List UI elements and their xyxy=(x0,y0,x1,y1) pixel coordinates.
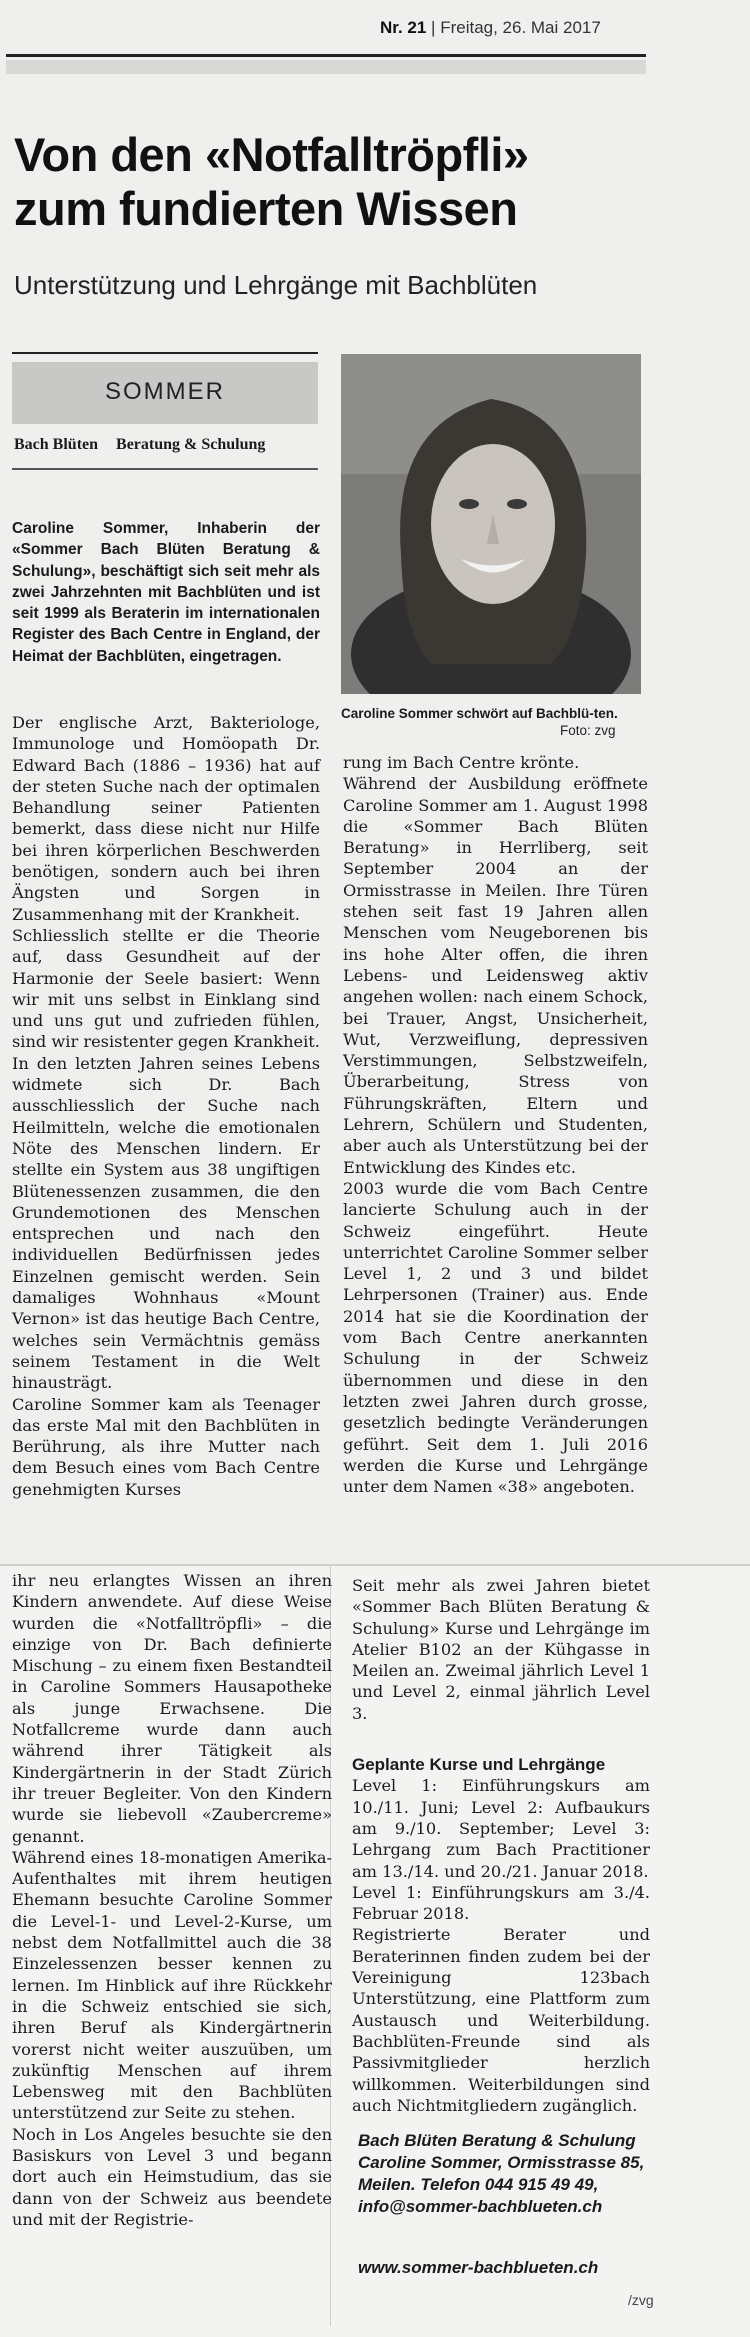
paragraph: Seit mehr als zwei Jahren bietet «Sommer Bach Blüten Beratung & Schulung» Kurse und Lehrgänge im Atelier B102 an der Kühgasse in Meilen an. Zweimal jährlich Level 1 und Level 2, einmal jährlich Level 3. xyxy=(352,1576,650,1723)
photo-credit: Foto: zvg xyxy=(560,723,616,738)
header-rule xyxy=(6,54,646,57)
paragraph: Schliesslich stellte er die Theorie auf, dass Gesundheit auf der Harmonie der Seele basiert: Wenn wir mit uns selbst in Einklang sind und uns gut und zufrieden fühlen, sind wir resistenter gegen Krankheit. xyxy=(12,925,320,1052)
website-link: www.sommer-bachblueten.ch xyxy=(358,2258,599,2277)
paragraph: rung im Bach Centre krönte. xyxy=(343,753,580,772)
sommer-logo: SOMMER xyxy=(105,378,225,405)
title-line-1: Von den «Notfalltröpfli» xyxy=(14,128,529,181)
header-separator: | xyxy=(431,18,441,37)
issue-date: Freitag, 26. Mai 2017 xyxy=(440,18,601,37)
issue-header xyxy=(380,18,710,38)
spacer xyxy=(352,1724,650,1754)
paragraph: In den letzten Jahren seines Lebens widmete sich Dr. Bach ausschliesslich der Suche nach Heilmitteln, welche die emotionalen Nöte des Menschen lindern. Er stellte ein System aus 38 ungiftigen Blütenessenzen zusammen, die den Grundemotionen des Menschen entsprechen und nach den individuellen Bedürfnissen jedes Einzelnen gemischt werden. Sein damaliges Wohnhaus «Mount Vernon» ist das heutige Bach Centre, welches sein Vermächtnis gemäss seinem Testament in die Welt hinausträgt. xyxy=(12,1053,320,1393)
column-2 xyxy=(343,752,648,1497)
paragraph: Während eines 18-monatigen Amerika-Aufenthaltes mit ihrem heutigen Ehemann besuchte Caroline Sommer die Level-1- und Level-2-Kurse, um nebst dem Notfallmittel auch die 38 Einzelessenzen besser kennen zu lernen. Im Hinblick auf ihre Rückkehr in die Schweiz entschied sie sich, ihren Beruf als Kindergärtnerin vorerst nicht weiter auszuüben, um zukünftig Menschen auf ihrem Lebensweg mit den Bachblüten unterstützend zur Seite zu stehen. xyxy=(12,1847,332,2123)
article-lead: Caroline Sommer, Inhaberin der «Sommer Bach Blüten Beratung & Schulung», beschäftigt sich seit mehr als zwei Jahrzehnten mit Bachblüten und ist seit 1999 als Beraterin im internationalen Register des Bach Centre in England, der Heimat der Bachblüten, eingetragen. xyxy=(12,520,320,665)
paragraph: ihr neu erlangtes Wissen an ihren Kindern anwendete. Auf diese Weise wurden die «Notfalltröpfli» – die einzige von Dr. Bach definierte Mischung – zu einem fixen Bestandteil in Caroline Sommers Hausapotheke als junge Erwachsene. Die Notfallcreme wurde dann auch während ihrer Tätigkeit als Kindergärtnerin in der Stadt Zürich ihr treuer Begleiter. Von den Kindern wurde sie liebevoll «Zaubercreme» genannt. xyxy=(12,1571,332,1846)
section-edge xyxy=(0,1564,750,1566)
article-title xyxy=(14,128,654,236)
paragraph: Während der Ausbildung eröffnete Caroline Sommer am 1. August 1998 die «Sommer Bach Blüten Beratung» in Herrliberg, seit September 2004 an der Ormisstrasse in Meilen. Ihre Türen stehen seit fast 19 Jahren allen Menschen vom Neugeborenen bis ins hohe Alter offen, die ihren Lebens- und Leidensweg aktiv angehen wollen: nach einem Schock, bei Trauer, Angst, Unsicherheit, Wut, Verzweiflung, depressiven Verstimmungen, Selbstzweifeln, Überarbeitung, Stress von Führungskräften, Eltern und Lehrern, Schülern und Studenten, aber auch als Unterstützung bei der Entwicklung des Kindes etc. xyxy=(343,774,648,1177)
logo-top-rule xyxy=(12,352,318,354)
contact-block xyxy=(358,2130,658,2218)
column-1 xyxy=(12,712,320,1500)
header-band xyxy=(6,60,646,74)
photo-caption: Caroline Sommer schwört auf Bachblü-ten. xyxy=(341,706,618,721)
article-subtitle: Unterstützung und Lehrgänge mit Bachblüten xyxy=(14,270,538,300)
paragraph: Registrierte Berater und Beraterinnen finden zudem bei der Vereinigung 123bach Unterstützung, eine Plattform zum Austausch und Weiterbildung. Bachblüten-Freunde sind als Passivmitglieder herzlich willkommen. Weiterbildungen sind auch Nichtmitgliedern zugänglich. xyxy=(352,1925,650,2115)
paragraph: Der englische Arzt, Bakteriologe, Immunologe und Homöopath Dr. Edward Bach (1886 – 1936) hat auf der steten Suche nach der optimalen Behandlung seiner Patienten bemerkt, dass diese nicht nur Hilfe bei ihren körperlichen Beschwerden benötigen, sondern auch bei ihren Ängsten und Sorgen in Zusammenhang mit der Krankheit. xyxy=(12,713,320,924)
column-3 xyxy=(12,1570,332,2230)
paragraph: Caroline Sommer kam als Teenager das erste Mal mit den Bachblüten in Berührung, als ihre Mutter nach dem Besuch eines vom Bach Centre genehmigten Kurses xyxy=(12,1394,320,1499)
contact-email: info@sommer-bachblueten.ch xyxy=(358,2197,603,2216)
contact-phone: Meilen. Telefon 044 915 49 49, xyxy=(358,2175,599,2194)
logo-bottom-rule xyxy=(12,468,318,470)
logo-tagline-left: Bach Blüten xyxy=(14,436,99,453)
column-4 xyxy=(352,1575,650,2116)
paragraph: Noch in Los Angeles besuchte sie den Basiskurs von Level 3 und begann dort auch ein Heimstudium, das sie dann von der Schweiz aus beendete und mit der Registrie- xyxy=(12,2124,332,2229)
portrait-photo xyxy=(341,354,641,694)
logo-tagline xyxy=(14,436,320,454)
issue-number: Nr. 21 xyxy=(380,18,427,37)
paragraph: Level 1: Einführungskurs am 3./4. Februar 2018. xyxy=(352,1882,650,1924)
paragraph: Level 1: Einführungskurs am 10./11. Juni; Level 2: Aufbaukurs am 9./10. September; Level 3: Lehrgang zum Bach Practitioner am 13./14. und 20./21. Januar 2018. xyxy=(352,1776,650,1881)
source-credit: /zvg xyxy=(628,2292,654,2308)
logo-tagline-right: Beratung & Schulung xyxy=(116,436,266,453)
title-line-2: zum fundierten Wissen xyxy=(14,182,518,235)
contact-address: Caroline Sommer, Ormisstrasse 85, xyxy=(358,2153,645,2172)
contact-company: Bach Blüten Beratung & Schulung xyxy=(358,2131,636,2150)
courses-heading: Geplante Kurse und Lehrgänge xyxy=(352,1755,606,1775)
paragraph: 2003 wurde die vom Bach Centre lancierte Schulung auch in der Schweiz eingeführt. Heute unterrichtet Caroline Sommer selber Level 1, 2 und 3 und bildet Lehrpersonen (Trainer) aus. Ende 2014 hat sie die Koordination der vom Bach Centre anerkannten Schulung in der Schweiz übernommen und diese in den letzten zwei Jahren durch grosse, gesetzlich bedingte Veränderungen geführt. Seit dem 1. Juli 2016 werden die Kurse und Lehrgänge unter dem Namen «38» angeboten. xyxy=(343,1178,648,1497)
portrait-illustration xyxy=(341,354,641,694)
